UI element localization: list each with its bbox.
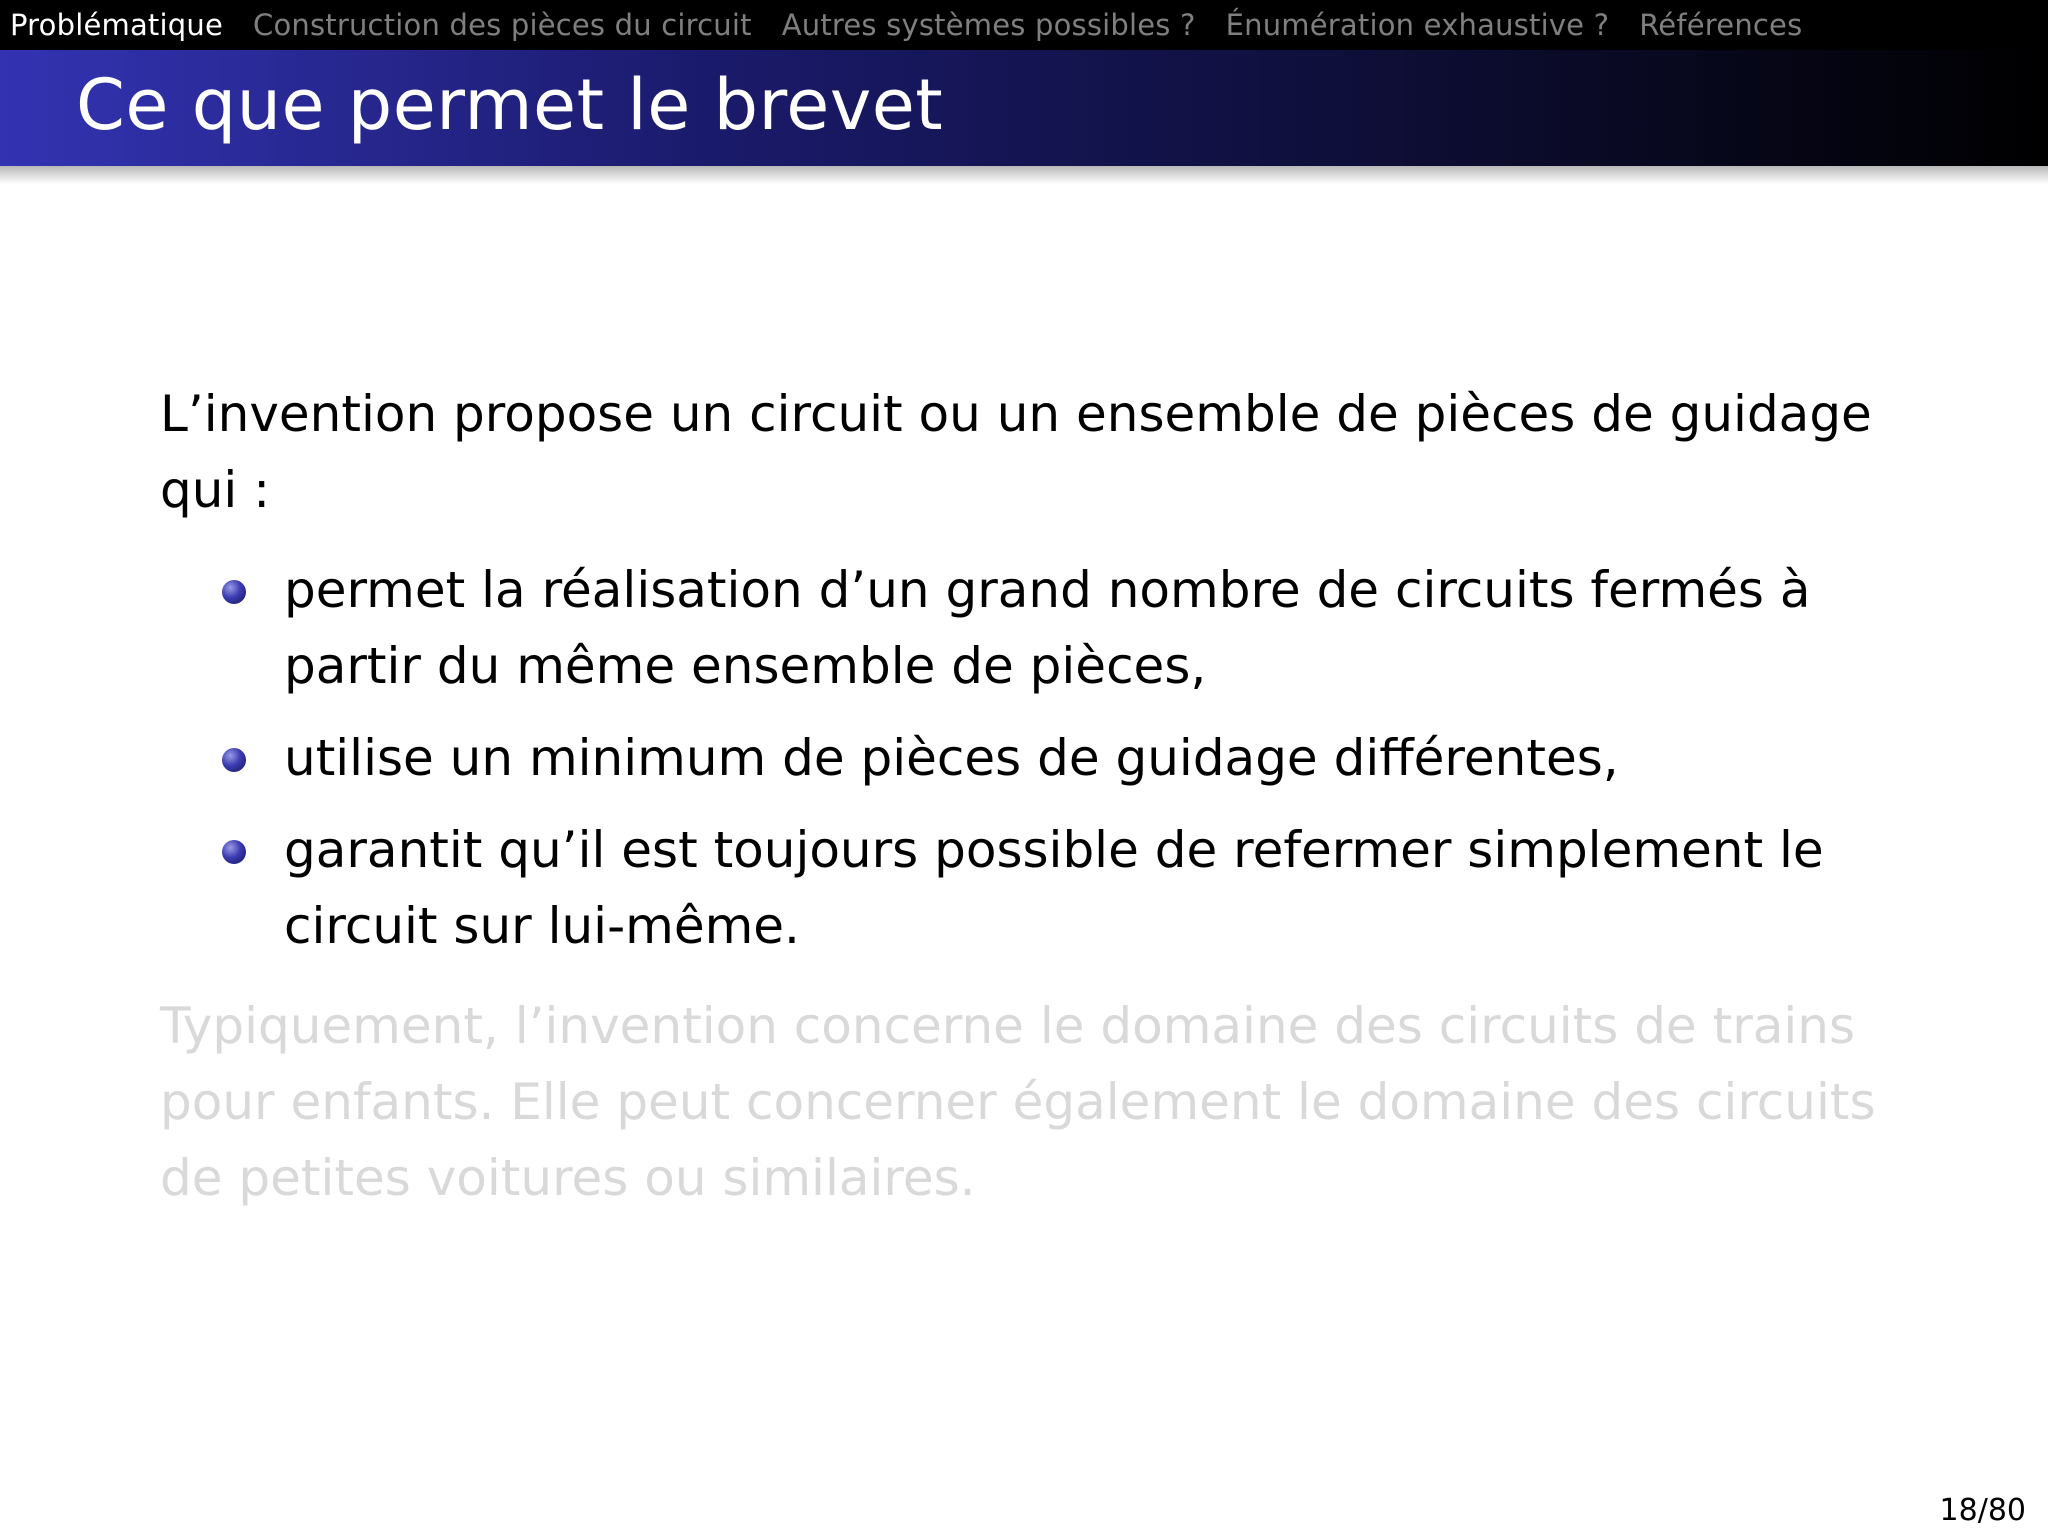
slide-content: [160, 376, 1900, 1216]
section-navigation: [0, 0, 2048, 50]
intro-paragraph: L’invention propose un circuit ou un ensemble de pièces de guidage qui :: [160, 385, 1872, 519]
nav-item-references[interactable]: Références: [1639, 8, 1803, 42]
list-item: [160, 812, 1900, 964]
bullet-icon: [222, 580, 246, 604]
list-item-text: garantit qu’il est toujours possible de refermer simplement le circuit sur lui-même.: [284, 821, 1824, 955]
title-bar-shadow: [0, 166, 2048, 184]
faded-paragraph: Typiquement, l’invention concerne le domaine des circuits de trains pour enfants. Elle peut concerner également le domaine des circuits de petites voitures ou similaires.: [160, 997, 1876, 1207]
bullet-icon: [222, 748, 246, 772]
nav-item-enumeration[interactable]: Énumération exhaustive ?: [1225, 8, 1610, 42]
nav-item-autres-systemes[interactable]: Autres systèmes possibles ?: [781, 8, 1196, 42]
bullet-list: [160, 552, 1900, 964]
bullet-icon: [222, 840, 246, 864]
list-item: [160, 720, 1900, 796]
list-item-text: utilise un minimum de pièces de guidage différentes,: [284, 729, 1619, 787]
nav-item-construction[interactable]: Construction des pièces du circuit: [253, 8, 752, 42]
nav-item-problematique[interactable]: Problématique: [10, 8, 223, 42]
list-item-text: permet la réalisation d’un grand nombre de circuits fermés à partir du même ensemble de pièces,: [284, 561, 1811, 695]
list-item: [160, 552, 1900, 704]
page-number: 18/80: [1939, 1493, 2026, 1528]
frame-title: Ce que permet le brevet: [76, 64, 944, 146]
